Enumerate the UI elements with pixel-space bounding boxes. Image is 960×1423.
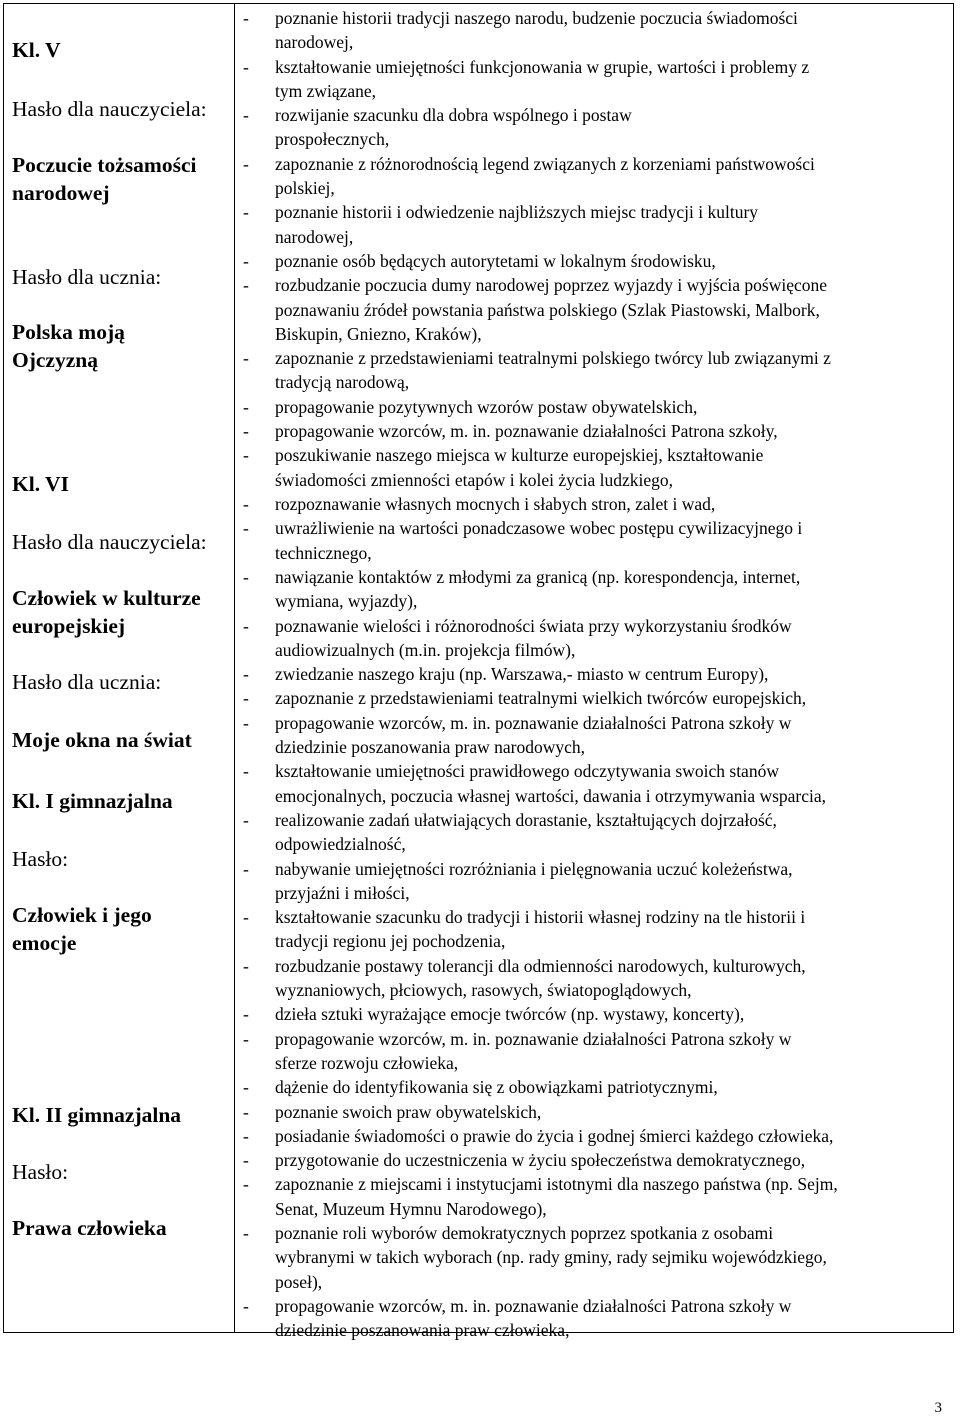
list-bullet: - [243,664,249,685]
list-item-text: poznanie swoich praw obywatelskich, [275,1101,542,1122]
left-label: Człowiek i jego [12,903,152,927]
list-item-text: nabywanie umiejętności rozróżniania i pielęgnowania uczuć koleżeństwa, [275,858,793,879]
list-item-text: wybranymi w takich wyborach (np. rady gminy, rady sejmiku wojewódzkiego, [275,1247,827,1268]
left-label: Hasło dla ucznia: [12,670,162,694]
list-item-text: tym związane, [275,80,377,101]
list-bullet: - [243,1125,249,1146]
list-bullet: - [243,153,249,174]
list-item-text: zapoznanie z przedstawieniami teatralnymi polskiego twórcy lub związanymi z [275,348,831,369]
list-bullet: - [243,421,249,442]
list-bullet: - [243,712,249,733]
list-item-text: odpowiedzialność, [275,834,406,855]
list-item-text: kształtowanie umiejętności prawidłowego odczytywania swoich stanów [275,761,779,782]
content-table [3,3,954,1341]
list-bullet: - [243,494,249,514]
list-item-text: poznanie historii tradycji naszego narodu, budzenie poczucia świadomości [275,8,798,28]
list-item-text: poznawaniu źródeł powstania państwa polskiego (Szlak Piastowski, Malbork, [275,299,820,320]
list-item-text: dążenie do identyfikowania się z obowiązkami patriotycznymi, [275,1077,718,1098]
list-item-text: dzieła sztuki wyrażające emocje twórców (np. wystawy, koncerty), [275,1004,745,1025]
list-item-text: prospołecznych, [275,129,390,150]
list-item-text: sferze rozwoju człowieka, [275,1052,459,1073]
left-label: Poczucie tożsamości [12,153,197,177]
left-label: Kl. V [12,38,61,62]
list-bullet: - [243,348,249,369]
list-bullet: - [243,1101,249,1122]
left-label: Hasło dla ucznia: [12,265,162,289]
list-item-text: posiadanie świadomości o prawie do życia i godnej śmierci każdego człowieka, [275,1125,834,1146]
list-item-text: poseł), [275,1271,323,1292]
list-item-text: technicznego, [275,542,372,563]
list-bullet: - [243,615,249,636]
list-bullet: - [243,858,249,879]
list-bullet: - [243,1077,249,1098]
list-bullet: - [243,907,249,928]
page-number: 3 [934,1400,942,1416]
list-item-text: rozbudzanie poczucia dumy narodowej poprzez wyjazdy i wyjścia poświęcone [275,275,828,296]
list-item-text: dziedzinie poszanowania praw narodowych, [275,736,586,757]
left-label: Hasło dla nauczyciela: [12,530,207,554]
list-item-text: narodowej, [275,226,354,247]
list-item-text: Senat, Muzeum Hymnu Narodowego), [275,1198,547,1219]
list-bullet: - [243,955,249,976]
list-item-text: poznanie historii i odwiedzenie najbliższych miejsc tradycji i kultury [275,202,759,223]
list-item-text: świadomości zmienności etapów i kolei życia ludzkiego, [275,469,674,490]
left-label: emocje [12,931,77,955]
list-item-text: rozbudzanie postawy tolerancji dla odmienności narodowych, kulturowych, [275,955,806,976]
list-bullet: - [243,251,249,271]
list-item-text: propagowanie wzorców, m. in. poznawanie działalności Patrona szkoły w [275,712,792,733]
list-item-text: zapoznanie z miejscami i instytucjami istotnymi dla naszego państwa (np. Sejm, [275,1174,838,1195]
list-item-text: polskiej, [275,178,335,199]
list-bullet: - [243,1150,249,1171]
list-item-text: kształtowanie szacunku do tradycji i historii własnej rodziny na tle historii i [275,907,806,928]
list-item-text: uwrażliwienie na wartości ponadczasowe wobec postępu cywilizacyjnego i [275,518,803,539]
list-bullet: - [243,518,249,539]
list-item-text: zwiedzanie naszego kraju (np. Warszawa,- miasto w centrum Europy), [275,664,769,685]
goals-column [235,4,953,1341]
list-item-text: tradycji regionu jej pochodzenia, [275,931,506,952]
left-label: Hasło dla nauczyciela: [12,97,207,121]
list-bullet: - [243,202,249,223]
list-item-text: przyjaźni i miłości, [275,882,410,903]
list-bullet: - [243,396,249,417]
list-item-text: przygotowanie do uczestniczenia w życiu społeczeństwa demokratycznego, [275,1150,806,1171]
list-item-text: wyznaniowych, płciowych, rasowych, światopoglądowych, [275,979,692,1000]
left-label: Prawa człowieka [12,1216,167,1240]
list-item-text: zapoznanie z różnorodnością legend związanych z korzeniami państwowości [275,153,815,174]
list-item-text: nawiązanie kontaktów z młodymi za granicą (np. korespondencja, internet, [275,566,801,587]
list-bullet: - [243,1223,249,1243]
list-item-text: propagowanie wzorców, m. in. poznawanie działalności Patrona szkoły w [275,1028,792,1049]
list-bullet: - [243,1004,249,1025]
list-item-text: zapoznanie z przedstawieniami teatralnymi wielkich twórców europejskich, [275,688,807,709]
list-item-text: rozwijanie szacunku dla dobra wspólnego i postaw [275,105,632,126]
list-item-text: poznanie roli wyborów demokratycznych poprzez spotkania z osobami [275,1223,774,1243]
list-item-text: poszukiwanie naszego miejsca w kulturze europejskiej, kształtowanie [275,445,764,466]
left-label: Kl. I gimnazjalna [12,789,173,813]
list-bullet: - [243,56,249,77]
list-item-text: propagowanie wzorców, m. in. poznawanie działalności Patrona szkoły, [275,421,778,442]
list-item-text: realizowanie zadań ułatwiających dorastanie, kształtujących dojrzałość, [275,809,777,830]
list-item-text: dziedzinie poszanowania praw człowieka, [275,1320,570,1341]
left-label: Hasło: [12,847,69,871]
list-item-text: Biskupin, Gniezno, Kraków), [275,323,482,344]
left-label: europejskiej [12,614,126,638]
left-label: Człowiek w kulturze [12,586,201,610]
class-theme-column [4,4,235,1332]
list-item-text: poznawanie wielości i różnorodności świata przy wykorzystaniu środków [275,615,792,636]
list-bullet: - [243,275,249,296]
list-item-text: poznanie osób będących autorytetami w lokalnym środowisku, [275,251,716,271]
list-item-text: audiowizualnych (m.in. projekcja filmów), [275,639,576,660]
list-item-text: propagowanie pozytywnych wzorów postaw obywatelskich, [275,396,698,417]
left-label: Hasło: [12,1160,69,1184]
list-item-text: tradycją narodową, [275,372,410,393]
list-bullet: - [243,809,249,830]
list-bullet: - [243,761,249,782]
left-label: Polska moją [12,320,125,344]
list-bullet: - [243,445,249,466]
left-label: narodowej [12,181,110,205]
list-item-text: wymiana, wyjazdy), [275,591,418,612]
list-bullet: - [243,1295,249,1316]
list-bullet: - [243,105,249,126]
list-bullet: - [243,1028,249,1049]
left-label: Kl. VI [12,472,69,496]
list-item-text: narodowej, [275,32,354,53]
list-bullet: - [243,566,249,587]
left-label: Ojczyzną [12,348,98,372]
list-item-text: kształtowanie umiejętności funkcjonowania w grupie, wartości i problemy z [275,56,810,77]
list-bullet: - [243,688,249,709]
list-item-text: emocjonalnych, poczucia własnej wartości, dawania i otrzymywania wsparcia, [275,785,827,806]
list-bullet: - [243,1174,249,1195]
left-label: Moje okna na świat [12,728,192,752]
list-item-text: rozpoznawanie własnych mocnych i słabych stron, zalet i wad, [275,494,716,514]
left-label: Kl. II gimnazjalna [12,1103,182,1127]
list-item-text: propagowanie wzorców, m. in. poznawanie działalności Patrona szkoły w [275,1295,792,1316]
list-bullet: - [243,8,249,28]
